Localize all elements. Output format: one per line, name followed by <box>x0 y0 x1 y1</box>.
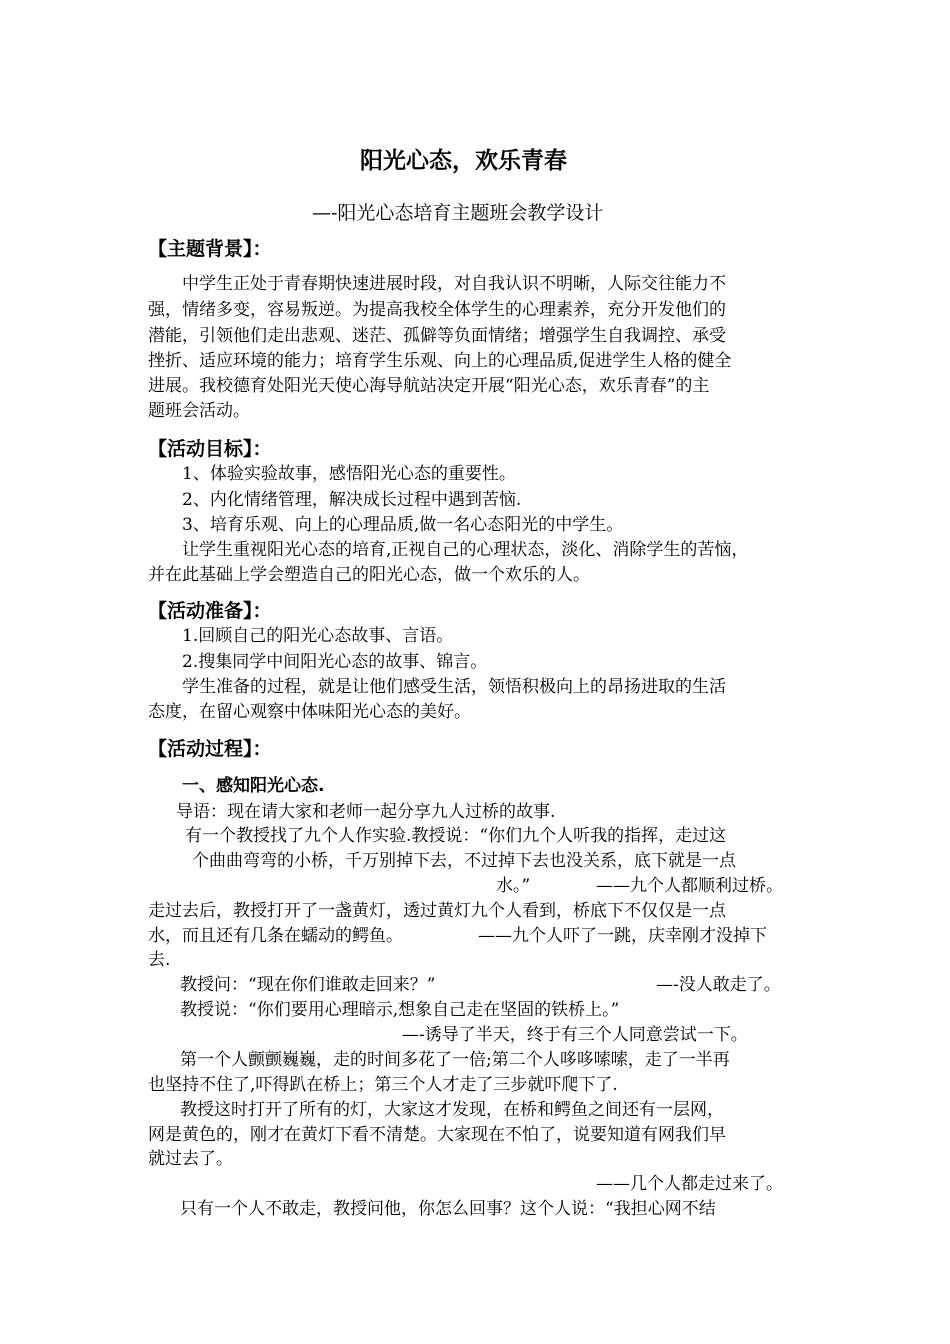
goal-item: 3、培育乐观、向上的心理品质,做一名心态阳光的中学生。 <box>182 515 624 535</box>
section-heading-goals: 【活动目标】： <box>148 438 272 460</box>
paragraph-line: 水。” <box>496 876 531 896</box>
paragraph-line: 学生准备的过程，就是让他们感受生活，领悟积极向上的昂扬进取的生活 <box>182 677 726 697</box>
paragraph-line: 态度，在留心观察中体味阳光心态的美好。 <box>148 702 471 722</box>
paragraph-line: 第一个人颤颤巍巍，走的时间多花了一倍;第二个人哆哆嗦嗦，走了一半再 <box>180 1050 730 1070</box>
paragraph-line: 个曲曲弯弯的小桥，千万别掉下去，不过掉下去也没关系，底下就是一点 <box>192 851 736 871</box>
subsection-heading: 一、感知阳光心态. <box>182 776 325 796</box>
paragraph-line: 让学生重视阳光心态的培育,正视自己的心理状态，淡化、消除学生的苦恼， <box>182 540 749 560</box>
paragraph-line: 网是黄色的，刚才在黄灯下看不清楚。大家现在不怕了，说要知道有网我们早 <box>148 1125 726 1145</box>
section-heading-background: 【主题背景】： <box>148 238 272 260</box>
paragraph-line: 教授说：“你们要用心理暗示,想象自己走在坚固的铁桥上。” <box>180 1000 620 1020</box>
paragraph-line: 中学生正处于青春期快速进展时段，对自我认识不明晰，人际交往能力不 <box>182 274 726 294</box>
section-heading-process: 【活动过程】： <box>148 738 272 760</box>
paragraph-line: 强，情绪多变，容易叛逆。为提高我校全体学生的心理素养，充分开发他们的 <box>148 300 726 320</box>
paragraph-line: 也坚持不住了,吓得趴在桥上；第三个人才走了三步就吓爬下了. <box>148 1075 618 1095</box>
goal-item: 1、体验实验故事，感悟阳光心态的重要性。 <box>182 464 516 484</box>
paragraph-line: 挫折、适应环境的能力；培育学生乐观、向上的心理品质,促进学生人格的健全 <box>148 351 732 371</box>
paragraph-line: 走过去后，教授打开了一盏黄灯，透过黄灯九个人看到，桥底下不仅仅是一点 <box>148 901 726 921</box>
paragraph-line: 教授这时打开了所有的灯，大家这才发现，在桥和鳄鱼之间还有一层网， <box>180 1100 724 1120</box>
paragraph-line: 进展。我校德育处阳光天使心海导航站决定开展“阳光心态，欢乐青春”的主 <box>148 376 710 396</box>
preparation-item: 1.回顾自己的阳光心态故事、言语。 <box>182 626 454 646</box>
paragraph-line: 教授问：“现在你们谁敢走回来？” <box>180 975 436 995</box>
paragraph-line: —-没人敢走了。 <box>656 975 781 995</box>
paragraph-line: 就过去了。 <box>148 1149 233 1169</box>
paragraph-line: —-诱导了半天，终于有三个人同意尝试一下。 <box>402 1025 748 1045</box>
paragraph-line: 有一个教授找了九个人作实验.教授说：“你们九个人听我的指挥，走过这 <box>185 826 727 846</box>
paragraph-line: 并在此基础上学会塑造自己的阳光心态，做一个欢乐的人。 <box>148 565 590 585</box>
document-title: 阳光心态，欢乐青春 <box>360 147 567 174</box>
paragraph-line: 潜能，引领他们走出悲观、迷茫、孤僻等负面情绪；增强学生自我调控、承受 <box>148 326 726 346</box>
paragraph-line: 只有一个人不敢走，教授问他，你怎么回事？这个人说：“我担心网不结 <box>180 1199 716 1219</box>
paragraph-line: 去. <box>148 950 171 970</box>
paragraph-line: 题班会活动。 <box>148 401 250 421</box>
paragraph-line: ——九个人都顺利过桥。 <box>596 876 783 896</box>
paragraph-line: 导语：现在请大家和老师一起分享九人过桥的故事. <box>176 802 556 822</box>
paragraph-line: 水，而且还有几条在蠕动的鳄鱼。 <box>148 926 403 946</box>
section-heading-preparation: 【活动准备】： <box>148 600 272 622</box>
preparation-item: 2.搜集同学中间阳光心态的故事、锦言。 <box>182 652 488 672</box>
paragraph-line: ——九个人吓了一跳，庆幸刚才没掉下 <box>478 926 767 946</box>
document-subtitle: —-阳光心态培育主题班会教学设计 <box>312 202 604 224</box>
paragraph-line: ——几个人都走过来了。 <box>596 1174 783 1194</box>
goal-item: 2、内化情绪管理，解决成长过程中遇到苦恼. <box>182 490 522 510</box>
